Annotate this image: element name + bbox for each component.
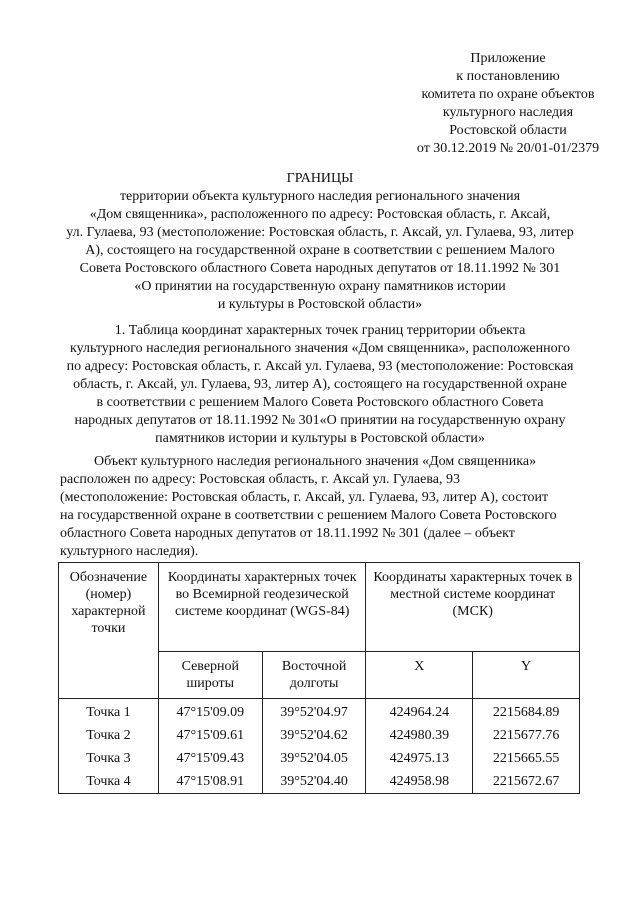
x-header: X xyxy=(366,652,473,699)
section-line: область, г. Аксай, ул. Гулаева, 93, литер А), состоящего на государственной охране xyxy=(73,377,567,392)
paragraph-line: областного Совета народных депутатов от 18.11.1992 № 301 (далее – объект xyxy=(60,526,515,541)
appendix-line: Ростовской области xyxy=(449,123,567,138)
latitude-cell: 47°15'09.43 xyxy=(158,747,262,770)
longitude-cell: 39°52'04.05 xyxy=(262,747,366,770)
section-line: культурного наследия регионального значения «Дом священника», расположенного xyxy=(70,341,570,356)
heading-line: «О принятии на государственную охрану памятников истории xyxy=(134,279,506,294)
y-cell: 2215672.67 xyxy=(473,770,580,794)
paragraph-line: (местоположение: Ростовская область, г. Аксай, ул. Гулаева, 93, литер А), состоит xyxy=(60,490,549,505)
y-header: Y xyxy=(473,652,580,699)
paragraph-line: Объект культурного наследия регионального значения «Дом священника» xyxy=(94,454,537,469)
x-cell: 424975.13 xyxy=(366,747,473,770)
appendix-line: к постановлению xyxy=(456,69,560,84)
wgs-column-header: Координаты характерных точек во Всемирной геодезической системе координат (WGS-84) xyxy=(158,563,366,652)
longitude-cell: 39°52'04.62 xyxy=(262,724,366,747)
y-cell: 2215665.55 xyxy=(473,747,580,770)
paragraph-line: на государственной охране в соответствии с решением Малого Совета Ростовского xyxy=(60,508,557,523)
point-cell: Точка 1 xyxy=(59,699,159,725)
longitude-cell: 39°52'04.40 xyxy=(262,770,366,794)
point-cell: Точка 4 xyxy=(59,770,159,794)
latitude-cell: 47°15'09.09 xyxy=(158,699,262,725)
y-cell: 2215684.89 xyxy=(473,699,580,725)
appendix-line: культурного наследия xyxy=(442,105,574,120)
document-heading xyxy=(60,170,580,314)
table-row xyxy=(59,724,580,747)
appendix-line: от 30.12.2019 № 20/01-01/2379 xyxy=(416,141,600,156)
y-cell: 2215677.76 xyxy=(473,724,580,747)
heading-line: А), состоящего на государственной охране в соответствии с решением Малого xyxy=(85,243,555,258)
table-row xyxy=(59,747,580,770)
coordinates-table xyxy=(58,562,580,794)
longitude-cell: 39°52'04.97 xyxy=(262,699,366,725)
appendix-line: Приложение xyxy=(470,51,546,66)
heading-line: «Дом священника», расположенного по адресу: Ростовская область, г. Аксай, xyxy=(89,207,551,222)
table-header-row xyxy=(59,563,580,652)
section-line: народных депутатов от 18.11.1992 № 301«О принятии на государственную охрану xyxy=(74,413,566,428)
msk-column-header: Координаты характерных точек в местной системе координат (МСК) xyxy=(366,563,580,652)
table-row xyxy=(59,699,580,725)
latitude-header: Северной широты xyxy=(158,652,262,699)
x-cell: 424980.39 xyxy=(366,724,473,747)
appendix-line: комитета по охране объектов xyxy=(421,87,595,102)
appendix-block xyxy=(380,50,636,158)
latitude-cell: 47°15'09.61 xyxy=(158,724,262,747)
point-cell: Точка 3 xyxy=(59,747,159,770)
x-cell: 424958.98 xyxy=(366,770,473,794)
section-caption xyxy=(60,322,580,448)
paragraph-line: культурного наследия). xyxy=(60,544,199,559)
point-cell: Точка 2 xyxy=(59,724,159,747)
body-paragraph xyxy=(60,453,580,561)
document-title: ГРАНИЦЫ xyxy=(286,171,354,186)
heading-line: Совета Ростовского областного Совета народных депутатов от 18.11.1992 № 301 xyxy=(79,261,561,276)
heading-line: территории объекта культурного наследия регионального значения xyxy=(119,189,521,204)
point-column-header: Обозначение (номер) характерной точки xyxy=(59,563,159,699)
section-line: памятников истории и культуры в Ростовской области» xyxy=(155,431,485,446)
section-line: в соответствии с решением Малого Совета Ростовского областного Совета xyxy=(96,395,544,410)
x-cell: 424964.24 xyxy=(366,699,473,725)
latitude-cell: 47°15'08.91 xyxy=(158,770,262,794)
section-line: по адресу: Ростовская область, г. Аксай ул. Гулаева, 93 (местоположение: Ростовская xyxy=(66,359,574,374)
heading-line: ул. Гулаева, 93 (местоположение: Ростовская область, г. Аксай, ул. Гулаева, 93, литер xyxy=(66,225,574,240)
section-line: 1. Таблица координат характерных точек границ территории объекта xyxy=(114,323,526,338)
longitude-header: Восточной долготы xyxy=(262,652,366,699)
heading-line: и культуры в Ростовской области» xyxy=(217,297,423,312)
table-row xyxy=(59,770,580,794)
paragraph-line: расположен по адресу: Ростовская область, г. Аксай ул. Гулаева, 93 xyxy=(60,472,460,487)
